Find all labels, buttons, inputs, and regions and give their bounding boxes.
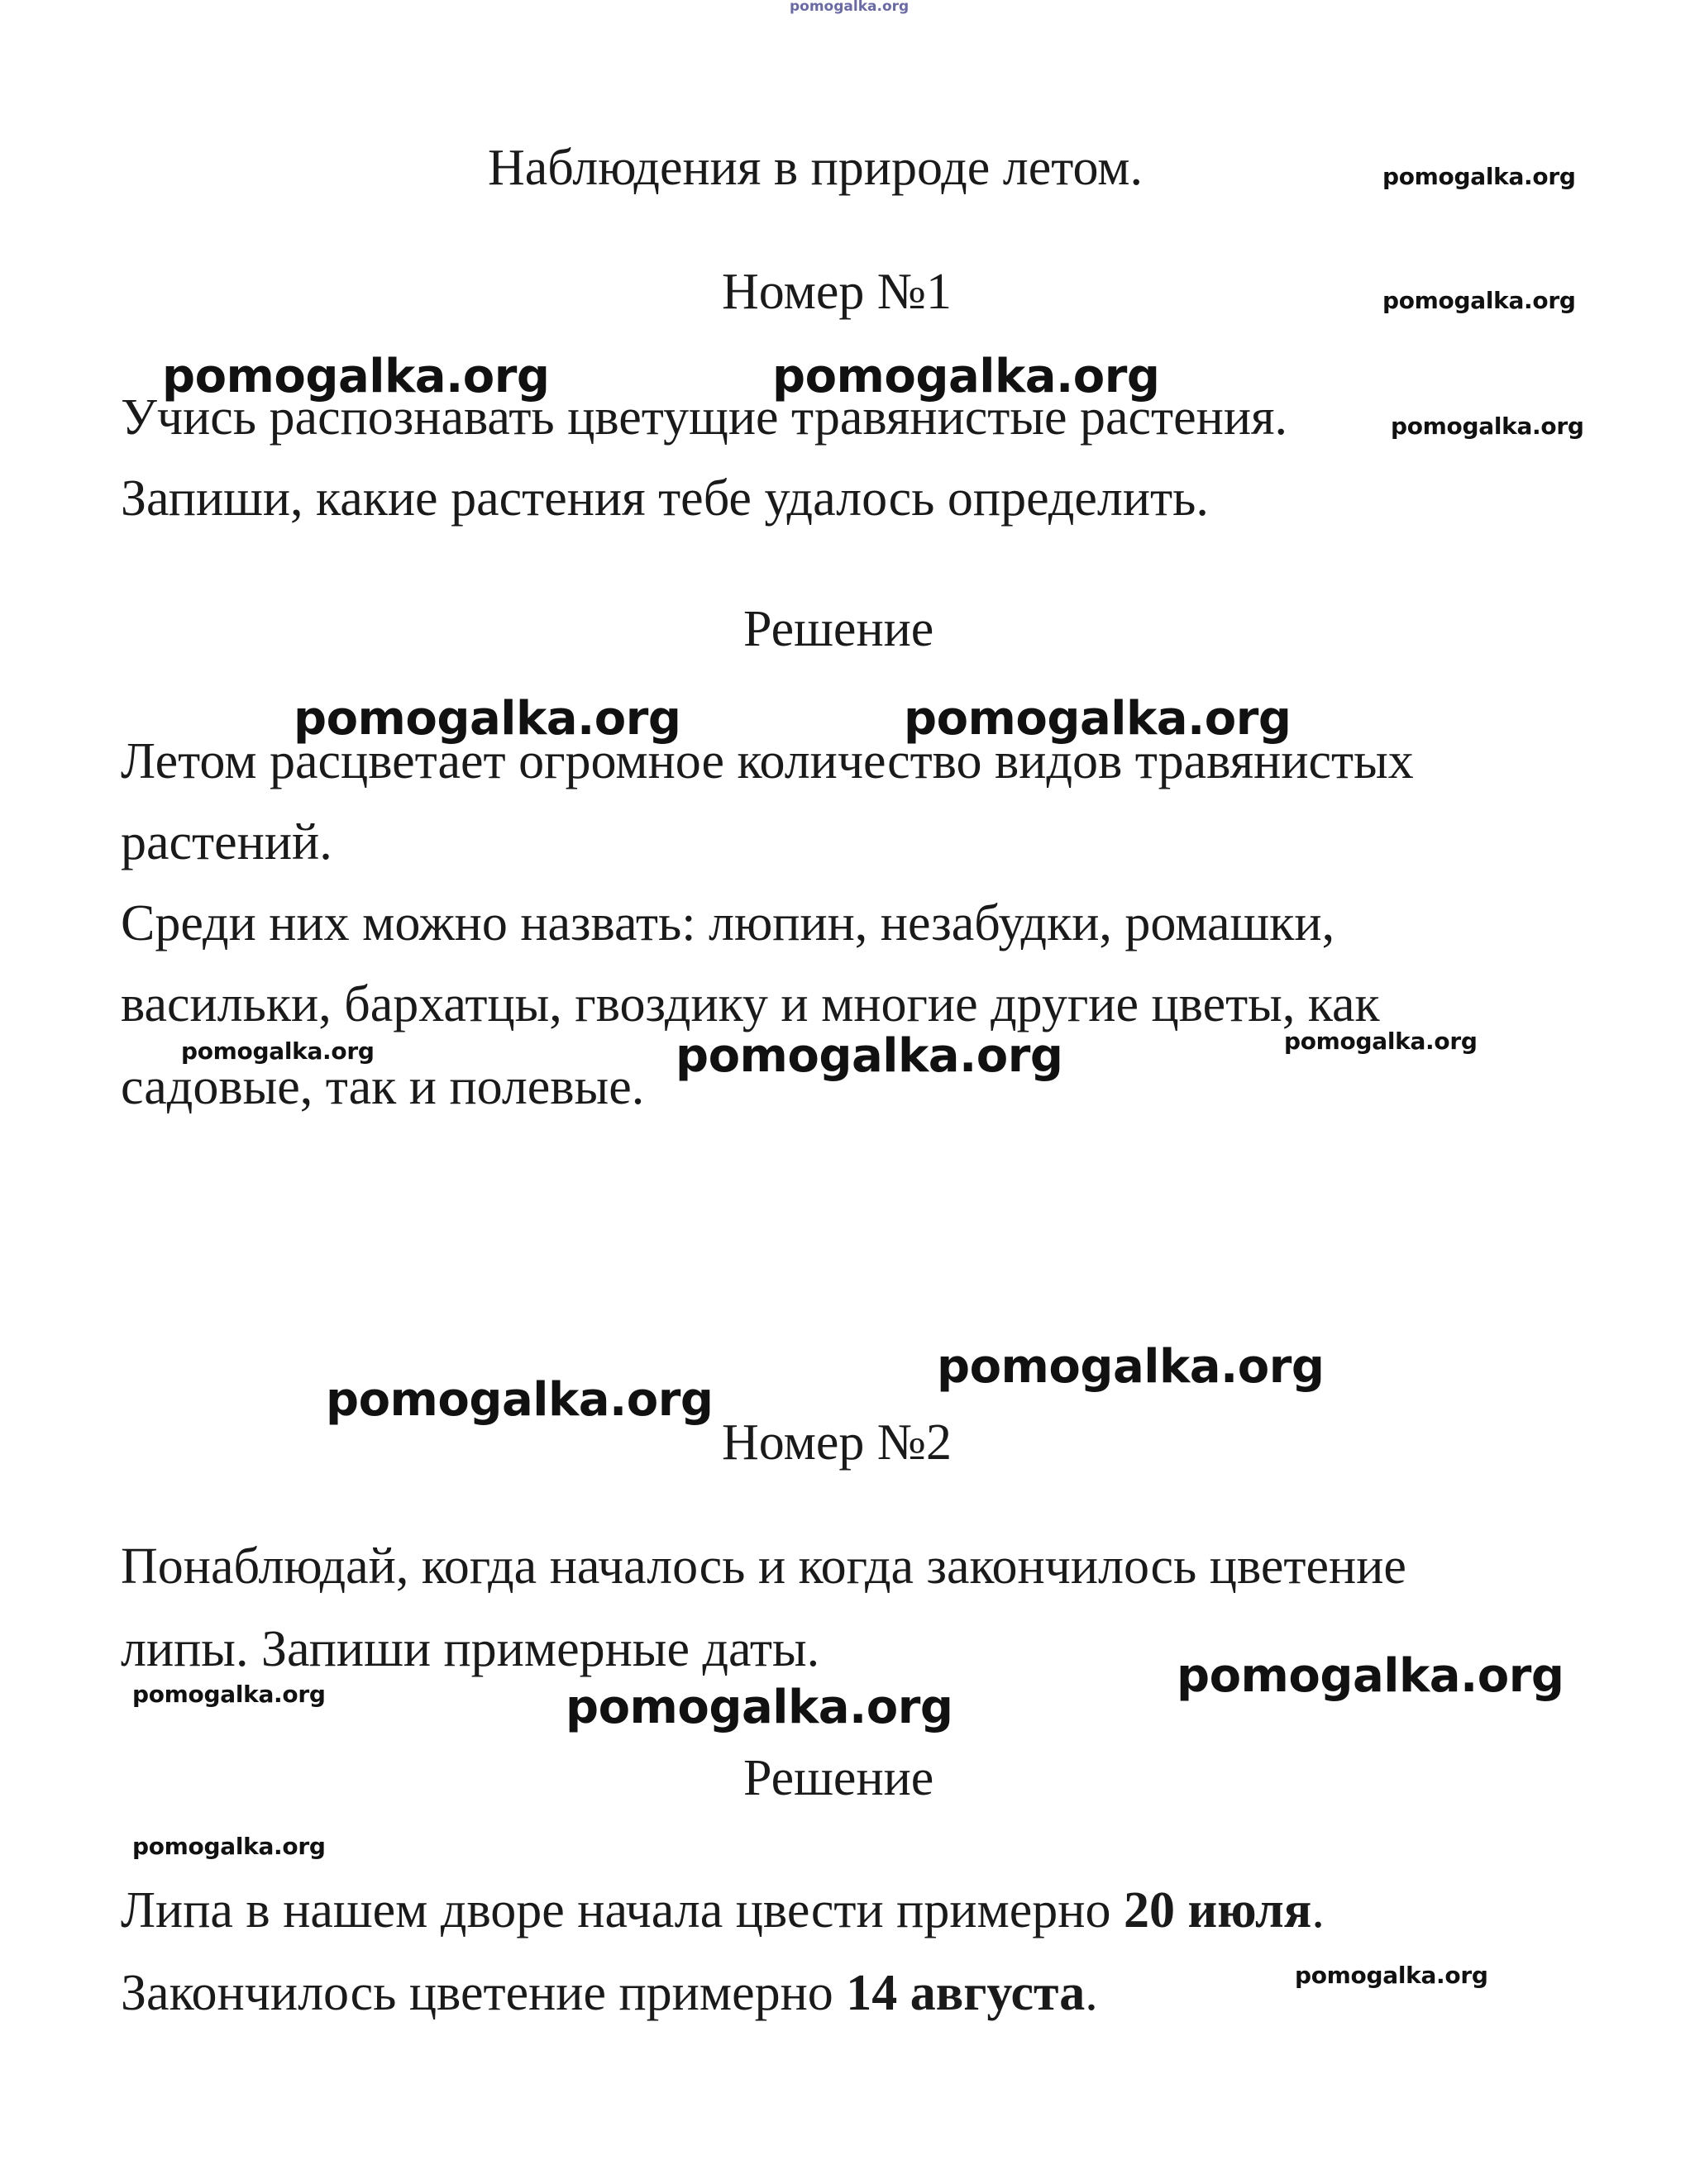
watermark: pomogalka.org [772,350,1160,403]
watermark: pomogalka.org [1284,1028,1478,1055]
watermark: pomogalka.org [1295,1962,1488,1989]
task1-answer-line-2: растений. [121,814,332,870]
task1-question-line-2: Запиши, какие растения тебе удалось определить. [121,470,1209,527]
answer2-date: 14 августа [846,1965,1086,2021]
watermark: pomogalka.org [294,692,681,746]
watermark: pomogalka.org [1382,287,1576,314]
watermark: pomogalka.org [1391,412,1584,440]
watermark: pomogalka.org [132,1681,326,1708]
watermark: pomogalka.org [1177,1649,1564,1703]
task1-answer-line-1: Летом расцветает огромное количество видов травянистых [121,733,1414,789]
task2-answer-line-2 [121,1967,1098,2019]
task2-question-line-2: липы. Запиши примерные даты. [121,1621,820,1677]
task1-answer-line-4: васильки, бархатцы, гвоздику и многие другие цветы, как [121,976,1380,1032]
task2-question-line-1: Понаблюдай, когда началось и когда закончилось цветение [121,1538,1406,1595]
answer2-suffix: . [1085,1965,1098,2021]
answer2-prefix: Закончилось цветение примерно [121,1965,847,2021]
answer1-suffix: . [1311,1882,1325,1938]
task1-solution-heading: Решение [743,601,934,657]
answer1-prefix: Липа в нашем дворе начала цвести примерно [121,1882,1124,1938]
task1-heading: Номер №1 [722,264,953,320]
header-watermark: pomogalka.org [790,0,910,15]
watermark: pomogalka.org [181,1037,375,1065]
watermark: pomogalka.org [1382,163,1576,190]
watermark: pomogalka.org [904,692,1292,746]
task2-solution-heading: Решение [743,1750,934,1806]
answer1-date: 20 июля [1123,1882,1312,1938]
page-title: Наблюдения в природе летом. [488,140,1144,196]
task1-answer-line-3: Среди них можно назвать: люпин, незабудки, ромашки, [121,895,1335,951]
watermark: pomogalka.org [937,1340,1325,1394]
task2-heading: Номер №2 [722,1414,953,1471]
task1-question-line-1: Учись распознавать цветущие травянистые растения. [121,389,1288,446]
watermark: pomogalka.org [132,1833,326,1860]
watermark: pomogalka.org [566,1681,953,1734]
watermark: pomogalka.org [676,1029,1063,1083]
task1-answer-line-5: садовые, так и полевые. [121,1059,645,1115]
task2-answer-line-1 [121,1882,1325,1938]
watermark: pomogalka.org [162,350,550,403]
watermark: pomogalka.org [326,1373,714,1427]
